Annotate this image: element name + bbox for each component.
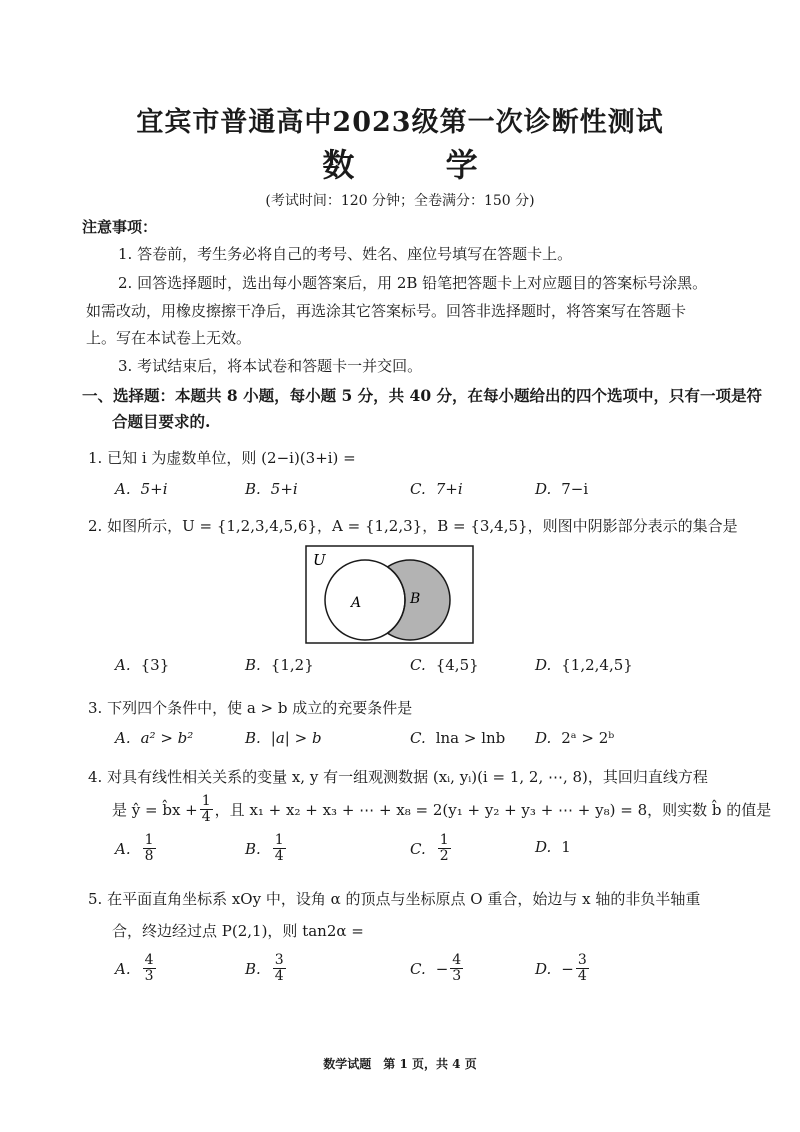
question-5-stem-line-2: 合，终边经过点 P(2,1)，则 tan2α =	[112, 922, 364, 940]
question-2-option-a[interactable]: A. {3}	[115, 656, 170, 674]
question-4-option-b[interactable]: B. $\frac{1}{4}$	[245, 832, 284, 864]
question-5-stem: 5. 在平面直角坐标系 xOy 中，设角 α 的顶点与坐标原点 O 重合，始边与 x 轴的非负半轴重	[88, 890, 701, 908]
notes-heading: 注意事项：	[82, 218, 158, 236]
question-1-option-d[interactable]: D. 7−i	[535, 480, 589, 498]
notes-item-2-line-3: 上。写在本试卷上无效。	[86, 329, 252, 347]
subject-heading: 数 学	[322, 146, 518, 184]
question-2-option-c[interactable]: C. {4,5}	[410, 656, 479, 674]
question-5-option-c[interactable]: C. − $\frac{4}{3}$	[410, 952, 462, 984]
question-5-option-d[interactable]: D. − $\frac{3}{4}$	[535, 952, 587, 984]
venn-diagram	[305, 545, 475, 645]
question-5-option-a[interactable]: A. $\frac{4}{3}$	[115, 952, 154, 984]
question-2-option-b[interactable]: B. {1,2}	[245, 656, 314, 674]
question-1-option-c[interactable]: C. 7+i	[410, 480, 463, 498]
venn-label-a: A	[351, 595, 362, 611]
question-4-option-a[interactable]: A. $\frac{1}{8}$	[115, 832, 154, 864]
question-3-option-d[interactable]: D. 2ᵃ > 2ᵇ	[535, 729, 615, 747]
notes-item-2: 2. 回答选择题时，选出每小题答案后，用 2B 铅笔把答题卡上对应题目的答案标号涂黑。	[118, 274, 708, 292]
notes-item-1: 1. 答卷前，考生务必将自己的考号、姓名、座位号填写在答题卡上。	[118, 245, 573, 263]
question-1-option-b[interactable]: B. 5+i	[245, 480, 298, 498]
question-4-stem: 4. 对具有线性相关关系的变量 x, y 有一组观测数据 (xᵢ, yᵢ)(i = 1, 2, ⋯, 8)，其回归直线方程	[88, 768, 708, 786]
venn-label-u: U	[313, 551, 326, 569]
question-5-option-b[interactable]: B. $\frac{3}{4}$	[245, 952, 284, 984]
notes-item-2-line-2: 如需改动，用橡皮擦擦干净后，再选涂其它答案标号。回答非选择题时，将答案写在答题卡	[86, 302, 687, 320]
question-2-stem: 2. 如图所示，U = {1,2,3,4,5,6}，A = {1,2,3}，B = {3,4,5}，则图中阴影部分表示的集合是	[88, 517, 738, 535]
question-2-option-d[interactable]: D. {1,2,4,5}	[535, 656, 633, 674]
question-1-option-a[interactable]: A. 5+i	[115, 480, 168, 498]
section-1-heading-line-2: 合题目要求的.	[112, 412, 211, 431]
question-1-stem: 1. 已知 i 为虚数单位，则 (2−i)(3+i) =	[88, 449, 356, 467]
page-footer: 数学试题 第 1 页，共 4 页	[323, 1057, 477, 1071]
notes-item-3: 3. 考试结束后，将本试卷和答题卡一并交回。	[118, 357, 423, 375]
section-1-heading: 一、选择题：本题共 8 小题，每小题 5 分，共 40 分，在每小题给出的四个选项中，只有一项是符	[82, 386, 763, 405]
exam-info: (考试时间：120 分钟；全卷满分：150 分)	[265, 193, 535, 209]
venn-label-b: B	[410, 591, 421, 607]
exam-title: 宜宾市普通高中2023级第一次诊断性测试	[136, 107, 664, 138]
question-3-stem: 3. 下列四个条件中，使 a > b 成立的充要条件是	[88, 699, 413, 717]
question-3-option-c[interactable]: C. lna > lnb	[410, 729, 506, 747]
question-4-option-d[interactable]: D. 1	[535, 838, 571, 856]
question-4-option-c[interactable]: C. $\frac{1}{2}$	[410, 832, 449, 864]
question-3-option-a[interactable]: A. a² > b²	[115, 729, 194, 747]
question-4-stem-line-2: 是 ŷ = b̂x + $\frac{1}{4}$ ，且 x₁ + x₂ + x₃ + ⋯ + x₈ = 2(y₁ + y₂ + y₃ + ⋯ + y₈) = 8，则实数 b̂ 的值是	[112, 793, 772, 825]
question-3-option-b[interactable]: B. |a| > b	[245, 729, 322, 747]
fraction: $\frac{1}{4}$	[201, 793, 211, 825]
